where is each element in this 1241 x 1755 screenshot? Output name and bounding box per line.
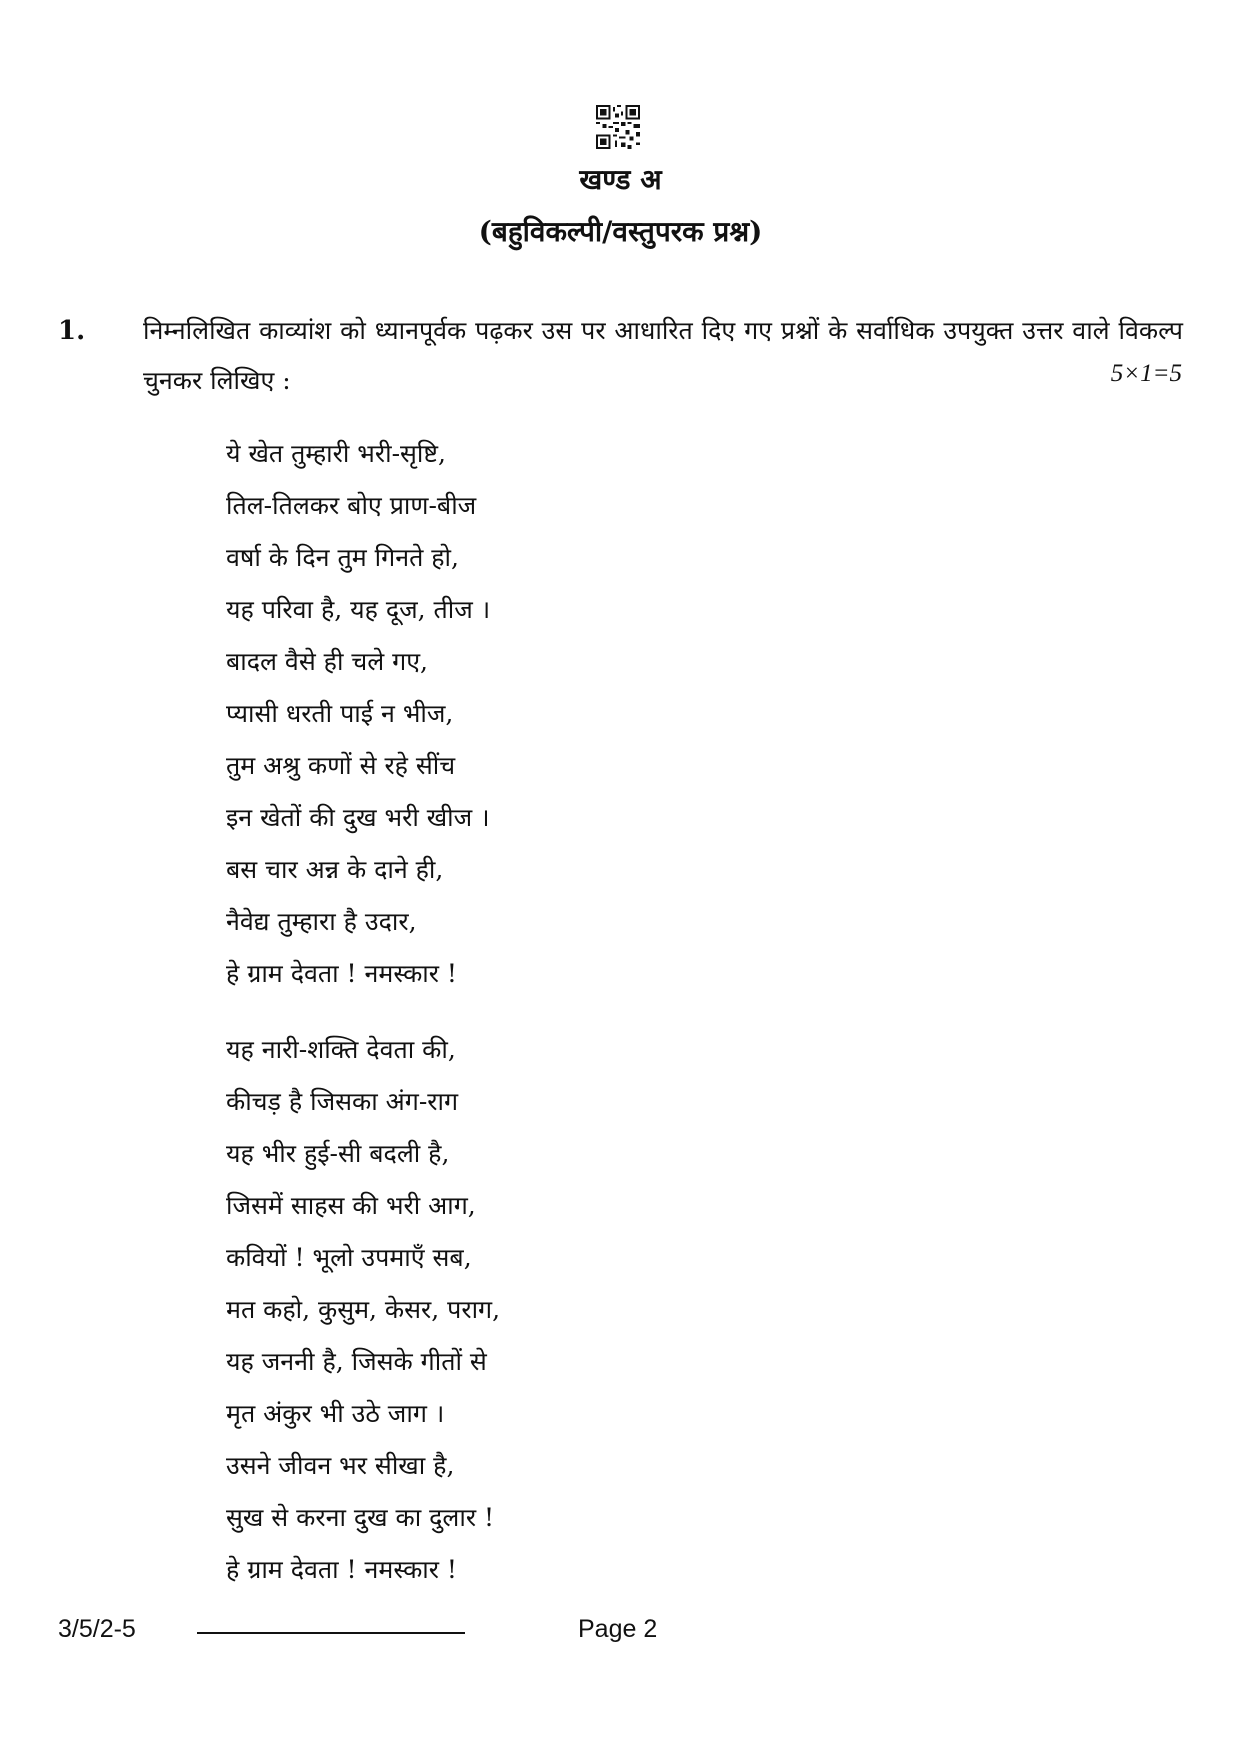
poem-line: कवियों ! भूलो उपमाएँ सब, [226,1243,472,1272]
section-title: खण्ड अ [579,163,662,196]
poem-stanza-1 [226,428,490,1000]
question-number: 1. [58,316,86,346]
poem-line: सुख से करना दुख का दुलार ! [226,1503,495,1532]
footer-divider [197,1632,465,1634]
poem-line: यह परिवा है, यह दूज, तीज । [226,595,491,624]
poem-line: तुम अश्रु कणों से रहे सींच [226,751,456,780]
poem-line: इन खेतों की दुख भरी खीज । [226,803,490,832]
poem-line: यह भीर हुई-सी बदली है, [226,1139,450,1168]
qr-code-icon [596,105,640,149]
paper-code: 3/5/2-5 [58,1615,136,1643]
poem-line: नैवेद्य तुम्हारा है उदार, [226,907,417,936]
poem-line: यह नारी-शक्ति देवता की, [226,1035,456,1064]
poem-line: जिसमें साहस की भरी आग, [226,1191,476,1220]
section-subtitle: (बहुविकल्पी/वस्तुपरक प्रश्न) [478,215,763,248]
question-text: निम्नलिखित काव्यांश को ध्यानपूर्वक पढ़कर उस पर आधारित दिए गए प्रश्नों के सर्वाधिक उपयुक्त उत्तर वाले विकल्प चुनकर लिखिए : [143,316,1183,395]
poem-line: उसने जीवन भर सीखा है, [226,1451,455,1480]
poem-line: मत कहो, कुसुम, केसर, पराग, [226,1295,501,1324]
page-number: Page 2 [578,1615,658,1643]
poem-line: ये खेत तुम्हारी भरी-सृष्टि, [226,439,446,468]
poem-line: यह जननी है, जिसके गीतों से [226,1347,487,1376]
poem-line: बस चार अन्न के दाने ही, [226,855,444,884]
poem-line: प्यासी धरती पाई न भीज, [226,699,454,728]
poem-line: हे ग्राम देवता ! नमस्कार ! [226,959,457,988]
poem-line: बादल वैसे ही चले गए, [226,647,428,676]
poem-line: कीचड़ है जिसका अंग-राग [226,1087,459,1116]
question-marks: 5×1=5 [1110,360,1182,387]
poem-line: मृत अंकुर भी उठे जाग । [226,1399,445,1428]
poem-line: वर्षा के दिन तुम गिनते हो, [226,543,459,572]
poem-stanza-2 [226,1024,500,1596]
poem-line: तिल-तिलकर बोए प्राण-बीज [226,491,477,520]
poem-line: हे ग्राम देवता ! नमस्कार ! [226,1555,457,1584]
